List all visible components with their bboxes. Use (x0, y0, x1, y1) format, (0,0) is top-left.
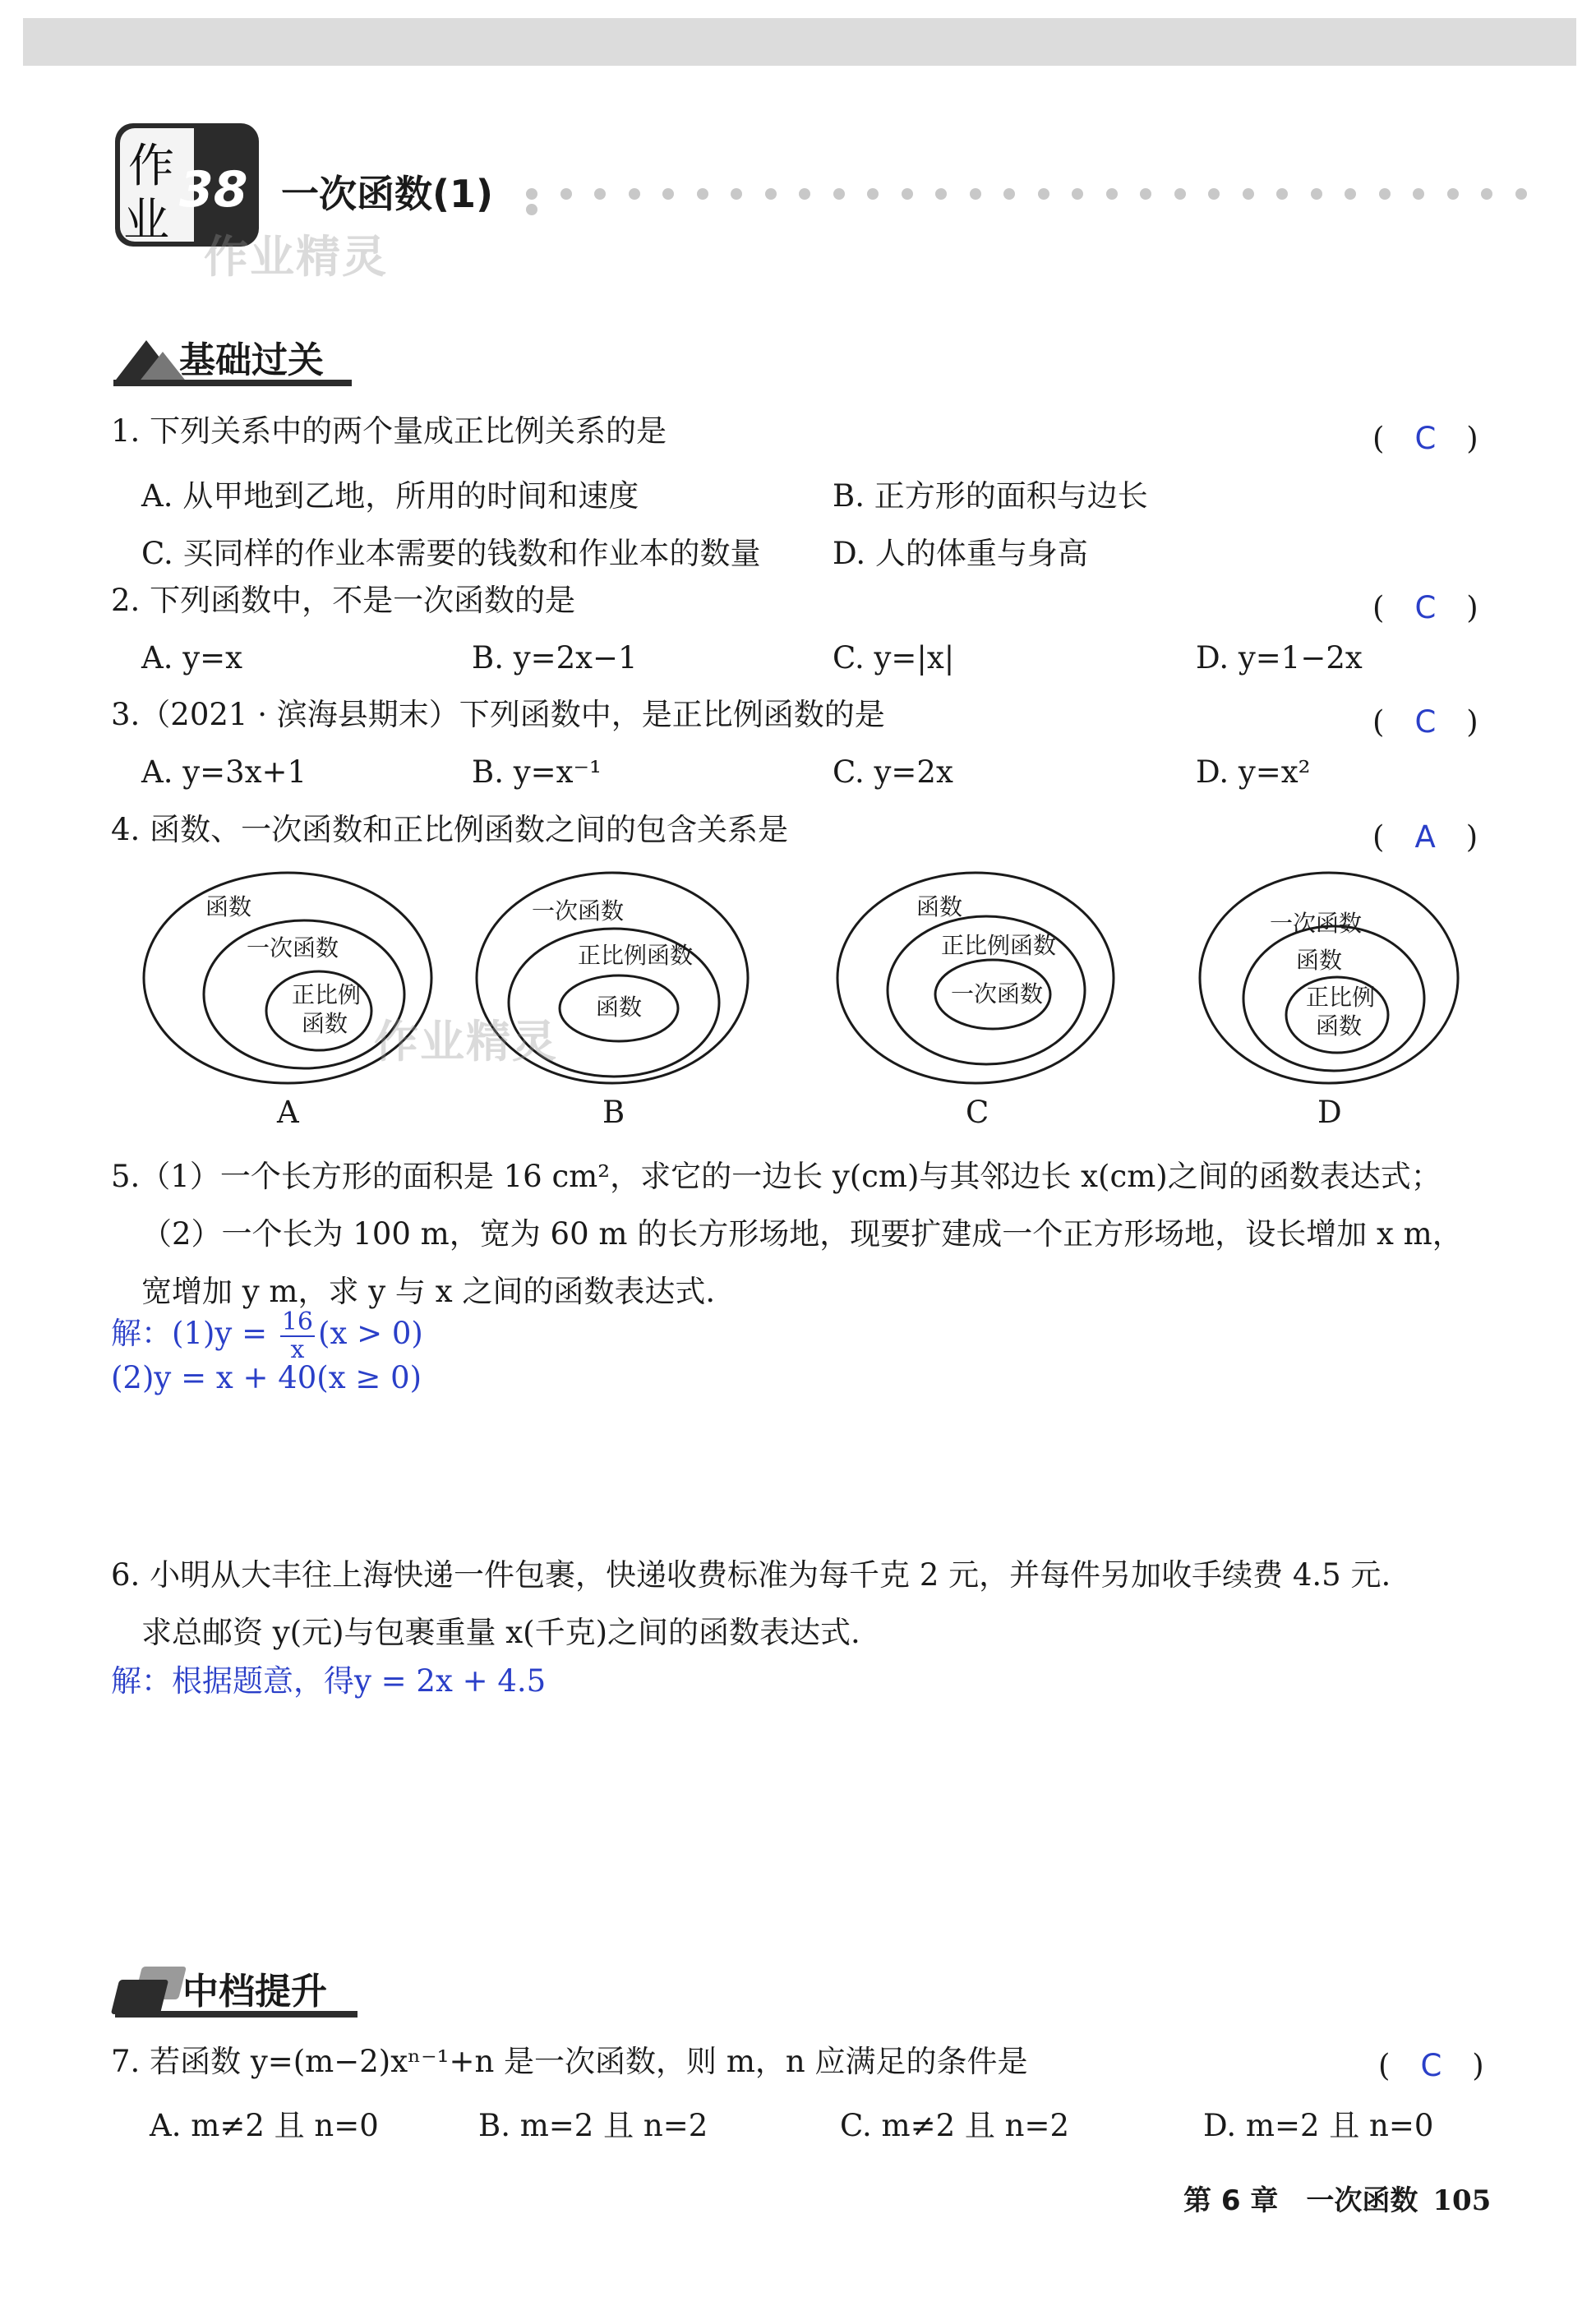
venn-b-middle-label: 正比例函数 (578, 942, 694, 969)
watermark: 作业精灵 (204, 231, 388, 283)
title-dot-leader (526, 187, 1578, 199)
q5-fraction-denominator: x (290, 1335, 305, 1364)
q7-stem: 7. 若函数 y=(m−2)xⁿ⁻¹+n 是一次函数，则 m，n 应满足的条件是 (111, 2044, 1028, 2079)
q2-answer: ( C ) (1372, 590, 1478, 625)
q5-solution-2: (2)y = x + 40(x ≥ 0) (111, 1360, 422, 1395)
q3-stem: 3.（2021 · 滨海县期末）下列函数中，是正比例函数的是 (111, 697, 885, 732)
q5-solution-1-suffix: (x > 0) (318, 1316, 423, 1351)
page-number: 105 (1432, 2184, 1492, 2217)
badge-char-ye: 业 (123, 194, 169, 247)
q7-option-a: A. m≠2 且 n=0 (150, 2108, 379, 2143)
q3-option-d: D. y=x² (1196, 754, 1311, 790)
q6-line-1: 6. 小明从大丰往上海快递一件包裹，快递收费标准为每千克 2 元，并每件另加收手续费 4.5 元. (111, 1557, 1391, 1593)
q7-option-b: B. m=2 且 n=2 (478, 2108, 708, 2143)
venn-c-label: C (966, 1095, 989, 1130)
venn-c-outer-label: 函数 (916, 893, 963, 920)
venn-diagram-d (1196, 867, 1463, 1089)
q2-answer-value: C (1414, 590, 1437, 625)
q7-answer: ( C ) (1378, 2048, 1484, 2083)
section-basic-label: 基础过关 (179, 339, 324, 381)
q1-answer: ( C ) (1372, 421, 1478, 456)
q2-option-b: B. y=2x−1 (472, 640, 638, 676)
q7-option-d: D. m=2 且 n=0 (1203, 2108, 1434, 2143)
q5-line-1: 5.（1）一个长方形的面积是 16 cm²，求它的一边长 y(cm)与其邻边长 x(cm)之间的函数表达式； (111, 1159, 1441, 1194)
q6-line-2: 求总邮资 y(元)与包裹重量 x(千克)之间的函数表达式. (141, 1615, 860, 1650)
q6-solution: 解：根据题意，得y = 2x + 4.5 (111, 1663, 547, 1699)
q3-option-a: A. y=3x+1 (141, 754, 307, 790)
q4-answer-value: A (1414, 819, 1436, 855)
q2-stem: 2. 下列函数中，不是一次函数的是 (111, 583, 576, 618)
venn-d-inner-label-2: 函数 (1316, 1012, 1363, 1040)
venn-d-inner-label-1: 正比例 (1306, 984, 1376, 1011)
q1-option-c: C. 买同样的作业本需要的钱数和作业本的数量 (141, 536, 761, 571)
venn-diagram-c (834, 867, 1118, 1089)
q3-option-b: B. y=x⁻¹ (472, 754, 602, 790)
q5-solution-1-prefix: 解：(1)y = (111, 1316, 277, 1351)
badge-char-zuo: 作 (128, 140, 174, 193)
venn-c-inner-label-1: 一次函数 (951, 980, 1044, 1008)
section-basic (113, 337, 352, 386)
watermark-2: 作业精灵 (374, 1016, 558, 1068)
q5-solution-fraction (280, 1309, 315, 1363)
q3-option-c: C. y=2x (833, 754, 953, 790)
section-middle (115, 1968, 357, 2018)
venn-a-inner-label-2: 函数 (302, 1010, 348, 1037)
venn-d-middle-label: 函数 (1296, 947, 1343, 974)
venn-b-inner-label-1: 函数 (596, 994, 643, 1021)
section-middle-label: 中档提升 (182, 1971, 327, 2013)
footer-chapter: 第 6 章 一次函数 (1183, 2184, 1418, 2217)
q2-option-d: D. y=1−2x (1196, 640, 1363, 676)
q4-stem: 4. 函数、一次函数和正比例函数之间的包含关系是 (111, 812, 789, 847)
venn-a-inner-label-1: 正比例 (292, 981, 362, 1008)
q2-option-c: C. y=|x| (833, 640, 955, 676)
venn-d-label: D (1317, 1095, 1342, 1130)
badge-number: 38 (179, 161, 248, 219)
venn-a-outer-label: 函数 (205, 893, 252, 920)
q7-option-c: C. m≠2 且 n=2 (840, 2108, 1070, 2143)
q3-answer: ( C ) (1372, 704, 1478, 740)
venn-b-outer-label: 一次函数 (532, 897, 625, 925)
q5-fraction-numerator: 16 (281, 1307, 314, 1336)
venn-d-outer-label: 一次函数 (1270, 910, 1363, 937)
top-margin-band (23, 18, 1576, 66)
venn-a-middle-label: 一次函数 (247, 934, 339, 962)
q1-option-a: A. 从甲地到乙地，所用的时间和速度 (141, 478, 639, 514)
q2-option-a: A. y=x (141, 640, 243, 676)
q5-line-2: （2）一个长为 100 m，宽为 60 m 的长方形场地，现要扩建成一个正方形场地，设长增加 x m， (141, 1216, 1463, 1252)
venn-a-label: A (277, 1095, 299, 1130)
q5-line-3: 宽增加 y m，求 y 与 x 之间的函数表达式. (141, 1274, 716, 1309)
q7-answer-value: C (1420, 2048, 1442, 2083)
q1-option-d: D. 人的体重与身高 (833, 536, 1088, 571)
page-footer (1183, 2178, 1491, 2218)
q5-solution-1 (111, 1308, 423, 1363)
venn-c-middle-label: 正比例函数 (941, 932, 1057, 959)
q4-answer: ( A ) (1372, 819, 1478, 855)
q1-stem: 1. 下列关系中的两个量成正比例关系的是 (111, 413, 667, 449)
lesson-title: 一次函数(1) (281, 172, 494, 216)
q1-option-b: B. 正方形的面积与边长 (833, 478, 1148, 514)
q1-answer-value: C (1414, 421, 1437, 456)
q3-answer-value: C (1414, 704, 1437, 740)
venn-b-label: B (602, 1095, 625, 1130)
